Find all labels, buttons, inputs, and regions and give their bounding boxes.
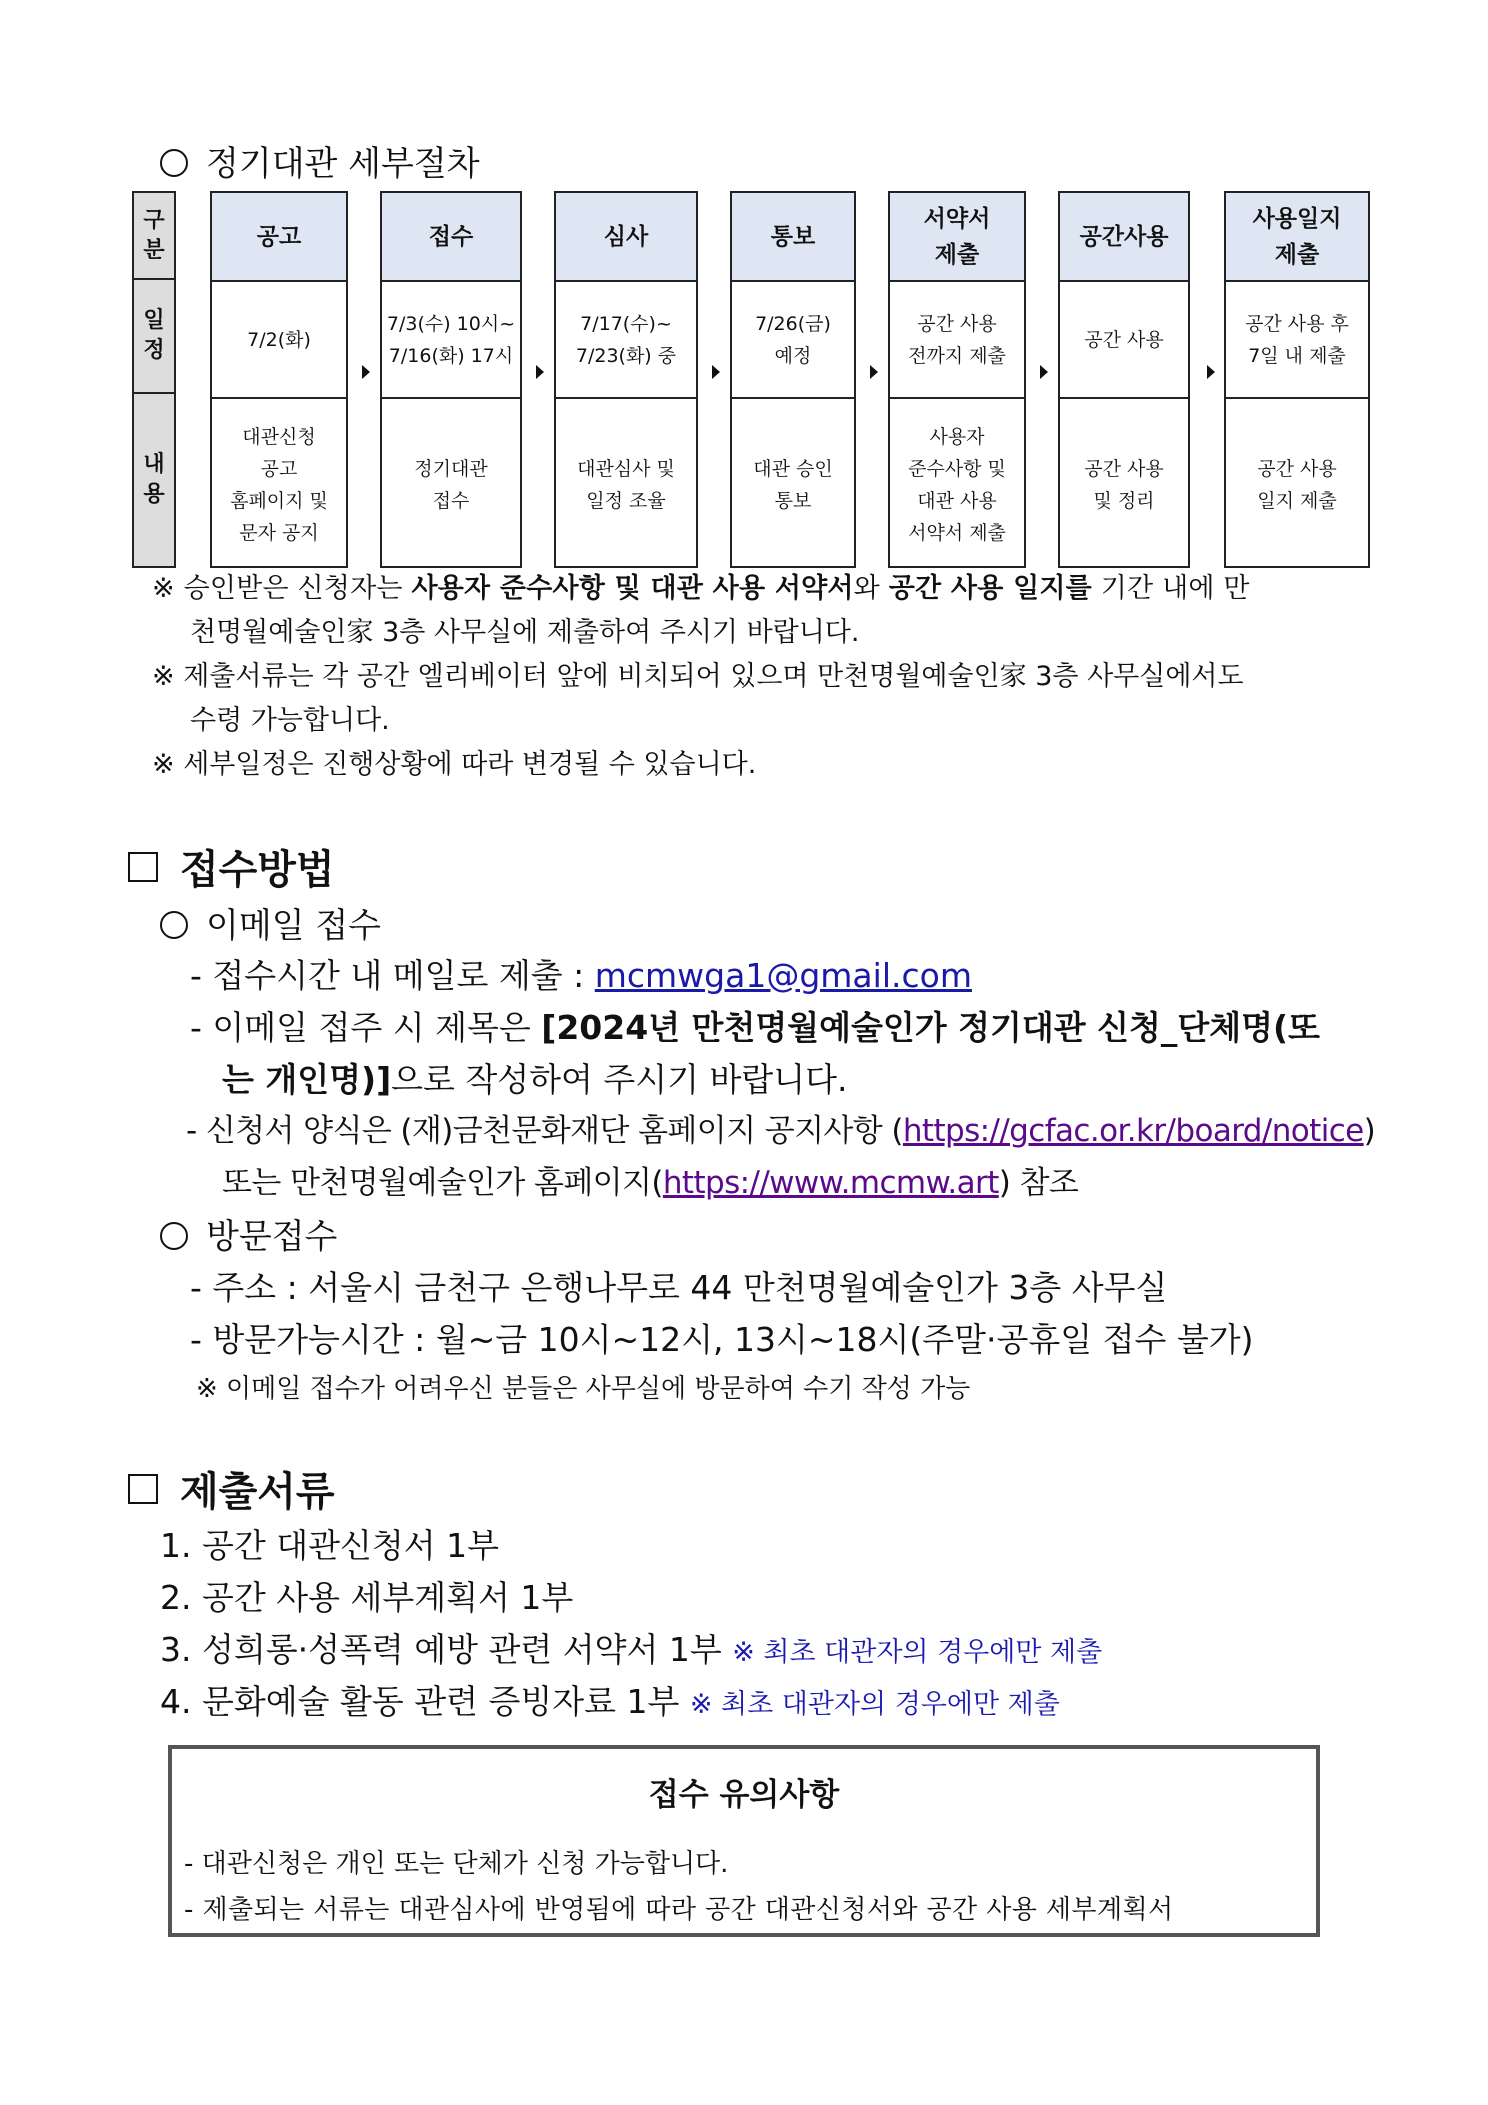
step-title: 공고 — [212, 193, 346, 282]
document-item-note: ※ 최초 대관자의 경우에만 제출 — [732, 1637, 1103, 1668]
section-title-documents: 제출서류 — [128, 1460, 335, 1517]
arrow-right-icon — [536, 365, 544, 379]
address-line: - 주소 : 서울시 금천구 은행나무로 44 만천명월예술인가 3층 사무실 — [190, 1268, 1168, 1307]
email-time-line: - 접수시간 내 메일로 제출 : mcmwga1@gmail.com — [190, 956, 972, 995]
circle-bullet-icon — [160, 149, 188, 177]
step-title: 서약서 제출 — [890, 193, 1024, 282]
form-line-2: 또는 만천명월예술인가 홈페이지(https://www.mcmw.art) 참조 — [222, 1165, 1079, 1201]
arrow-right-icon — [712, 365, 720, 379]
visit-note: ※ 이메일 접수가 어려우신 분들은 사무실에 방문하여 수기 작성 가능 — [196, 1374, 971, 1404]
step-content: 공간 사용 및 정리 — [1084, 457, 1164, 512]
email-address-link[interactable]: mcmwga1@gmail.com — [594, 956, 972, 995]
step-title: 공간사용 — [1060, 193, 1188, 282]
arrow-right-icon — [870, 365, 878, 379]
arrow-right-icon — [1207, 365, 1215, 379]
square-bullet-icon — [128, 1474, 158, 1504]
document-item-note: ※ 최초 대관자의 경우에만 제출 — [689, 1689, 1060, 1720]
email-reception-heading: 이메일 접수 — [160, 898, 381, 947]
procedure-heading: 정기대관 세부절차 — [160, 136, 480, 185]
document-item: 3. 성희롱·성폭력 예방 관련 서약서 1부 ※ 최초 대관자의 경우에만 제출 — [160, 1630, 1103, 1669]
step-schedule: 7/2(화) — [212, 282, 346, 399]
note-2-line-1: ※ 제출서류는 각 공간 엘리베이터 앞에 비치되어 있으며 만천명월예술인家 3층 사무실에서도 — [152, 661, 1244, 692]
document-item: 2. 공간 사용 세부계획서 1부 — [160, 1578, 574, 1617]
step-title: 심사 — [556, 193, 696, 282]
step-schedule: 공간 사용 후 7일 내 제출 — [1226, 282, 1368, 399]
circle-bullet-icon — [160, 1222, 188, 1250]
document-item: 4. 문화예술 활동 관련 증빙자료 1부 ※ 최초 대관자의 경우에만 제출 — [160, 1682, 1060, 1721]
square-bullet-icon — [128, 852, 158, 882]
step-content: 대관신청 공고 홈페이지 및 문자 공지 — [230, 425, 328, 544]
step-content: 대관심사 및 일정 조율 — [577, 457, 675, 512]
step-title: 접수 — [382, 193, 520, 282]
step-column-pledge — [888, 191, 1026, 568]
procedure-notes — [152, 567, 1367, 787]
section-title-reception: 접수방법 — [128, 838, 335, 895]
note-2-line-2: 수령 가능합니다. — [190, 705, 390, 736]
subject-line-2: 는 개인명)]으로 작성하여 주시기 바랍니다. — [222, 1060, 848, 1099]
notice-box — [168, 1745, 1320, 1937]
circle-bullet-icon — [160, 911, 188, 939]
step-schedule: 7/3(수) 10시~ 7/16(화) 17시 — [382, 282, 520, 399]
note-1-line-2: 천명월예술인家 3층 사무실에 제출하여 주시기 바랍니다. — [190, 617, 860, 648]
visit-reception-heading: 방문접수 — [160, 1209, 337, 1258]
step-schedule: 공간 사용 전까지 제출 — [890, 282, 1024, 399]
mcmw-homepage-link[interactable]: https://www.mcmw.art — [662, 1165, 999, 1201]
step-column-announce — [210, 191, 348, 568]
step-content: 공간 사용 일지 제출 — [1257, 457, 1337, 512]
form-line-1: - 신청서 양식은 (재)금천문화재단 홈페이지 공지사항 (https://gcfac.or.kr/board/notice) — [186, 1113, 1376, 1149]
notice-line-2: - 제출되는 서류는 대관심사에 반영됨에 따라 공간 대관신청서와 공간 사용 세부계획서 — [184, 1895, 1174, 1925]
arrow-right-icon — [1040, 365, 1048, 379]
row-label-gubun: 구 분 — [132, 191, 176, 280]
arrow-right-icon — [362, 365, 370, 379]
foundation-notice-link[interactable]: https://gcfac.or.kr/board/notice — [902, 1113, 1364, 1149]
notice-line-1: - 대관신청은 개인 또는 단체가 신청 가능합니다. — [184, 1849, 729, 1879]
subject-line-1: - 이메일 접주 시 제목은 [2024년 만천명월예술인가 정기대관 신청_단체명(또 — [190, 1008, 1320, 1047]
notice-box-title: 접수 유의사항 — [648, 1777, 840, 1813]
note-3: ※ 세부일정은 진행상황에 따라 변경될 수 있습니다. — [152, 749, 757, 780]
row-label-schedule: 일 정 — [132, 278, 176, 394]
step-column-space-use — [1058, 191, 1190, 568]
note-1-line-1: ※ 승인받은 신청자는 사용자 준수사항 및 대관 사용 서약서와 공간 사용 일지를 기간 내에 만 — [152, 573, 1250, 604]
step-column-usage-log — [1224, 191, 1370, 568]
step-schedule: 7/17(수)~ 7/23(화) 중 — [556, 282, 696, 399]
step-column-review — [554, 191, 698, 568]
step-title: 사용일지 제출 — [1226, 193, 1368, 282]
step-column-reception — [380, 191, 522, 568]
step-schedule: 7/26(금) 예정 — [732, 282, 854, 399]
step-schedule: 공간 사용 — [1060, 282, 1188, 399]
step-content: 대관 승인 통보 — [753, 457, 833, 512]
row-label-content: 내 용 — [132, 392, 176, 568]
step-content: 정기대관 접수 — [414, 457, 488, 512]
step-title: 통보 — [732, 193, 854, 282]
step-content: 사용자 준수사항 및 대관 사용 서약서 제출 — [908, 425, 1006, 544]
step-column-notify — [730, 191, 856, 568]
document-item: 1. 공간 대관신청서 1부 — [160, 1526, 499, 1565]
visit-hours-line: - 방문가능시간 : 월~금 10시~12시, 13시~18시(주말·공휴일 접수 불가) — [190, 1320, 1254, 1359]
